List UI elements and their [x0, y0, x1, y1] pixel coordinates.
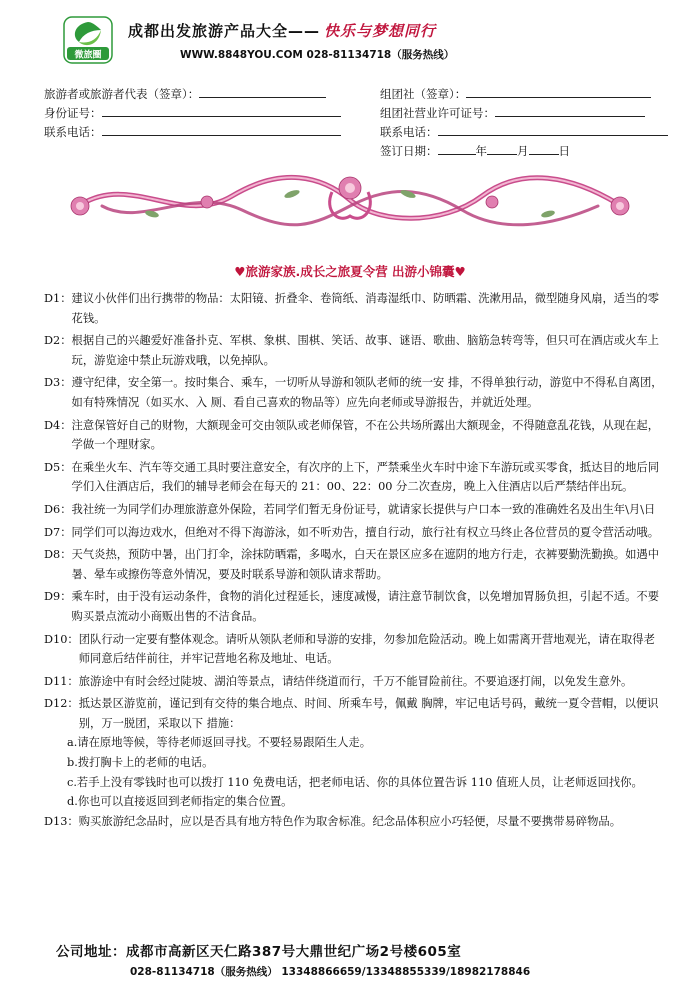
sig-date-year-blank [438, 143, 476, 155]
sig-traveler-label: 旅游者或旅游者代表（签章）： [44, 87, 200, 101]
item-code: D13： [44, 814, 79, 828]
sig-traveler [44, 86, 326, 102]
company-phones: 028-81134718（服务热线） 13348866659/13348855339/18982178846 [130, 966, 531, 978]
item-code: D1： [44, 292, 72, 305]
item-code: D5： [44, 460, 72, 474]
sig-id [44, 105, 341, 121]
item-text: 同学们可以海边戏水，但绝对不得下海游泳，如不听劝告，擅自行动，旅行社有权立马终止各位营员的夏令营活动哦。 [71, 525, 659, 539]
item-text: 在乘坐火车、汽车等交通工具时要注意安全，有次序的上下，严禁乘坐火车时中途下车游玩或买零食，抵达目的地后同学们入住酒店后，我们的辅导老师会在每天的 21：00、22：00 分二次查房，晚上入住酒店以后严禁结伴出玩。 [71, 460, 659, 494]
guide-item-d8 [44, 545, 664, 584]
sig-phone-left [44, 124, 341, 140]
item-text: 我社统一为同学们办理旅游意外保险，若同学们暂无身份证号，就请家长提供与户口本一致的准确姓名及出生年\月\日 [71, 502, 656, 516]
company-address: 公司地址：成都市高新区天仁路387号大鼎世纪广场2号楼605室 [56, 944, 462, 960]
item-text: 乘车时，由于没有运动条件，食物的消化过程延长，速度减慢，请注意节制饮食，以免增加胃肠负担，引起不适。不要购买景点流动小商贩出售的不洁食品。 [71, 590, 659, 623]
sig-date-day-blank [529, 143, 559, 155]
item-text: 天气炎热，预防中暑，出门打伞，涂抹防晒霜，多喝水，白天在景区应多在遮阴的地方行走，衣裤要勤洗勤换。如遇中暑、晕车或擦伤等意外情况，要及时联系导游和领队请求帮助。 [71, 548, 659, 581]
floral-ribbon-ornament [62, 166, 638, 236]
item-text: 旅游途中有时会经过陡坡、湖泊等景点，请结伴绕道而行，千万不能冒险前往。不要追逐打闹，以免发生意外。 [78, 674, 633, 688]
sig-id-label: 身份证号： [44, 106, 102, 120]
item-code: D2： [44, 334, 72, 348]
header-slogan: 快乐与梦想同行 [324, 22, 437, 40]
sig-agency-label: 组团社（签章）： [380, 87, 467, 101]
item-code: D10： [44, 632, 79, 646]
item-text: 购买旅游纪念品时，应以是否具有地方特色作为取舍标准。纪念品体积应小巧轻便，尽量不要携带易碎物品。 [78, 814, 621, 828]
guide-title: ♥旅游家族.成长之旅夏令营 出游小锦囊♥ [234, 264, 466, 279]
item-code: D3： [44, 376, 72, 390]
sig-agency [380, 86, 651, 102]
item-text: 团队行动一定要有整体观念。请听从领队老师和导游的安排，勿参加危险活动。晚上如需离开营地观光，请在取得老师同意后结伴前往，并牢记营地名称及地址、电话。 [78, 632, 655, 666]
guide-sub-item-b: b.拨打胸卡上的老师的电话。 [67, 756, 214, 770]
guide-sub-item-c: c.若手上没有零钱时也可以拨打 110 免费电话，把老师电话、你的具体位置告诉 110 值班人员，让老师返回找你。 [67, 775, 643, 789]
guide-item-d9 [44, 587, 664, 626]
guide-sub-item-d: d.你也可以直接返回到老师指定的集合位置。 [67, 795, 293, 809]
guide-items [44, 289, 664, 831]
guide-item-d12 [44, 694, 664, 733]
guide-item-d5 [44, 458, 664, 497]
item-code: D11： [44, 674, 79, 688]
page-footer [0, 940, 700, 990]
guide-item-d7 [44, 523, 664, 543]
sig-license-label: 组团社营业许可证号： [380, 106, 495, 120]
guide-item-d3 [44, 373, 664, 412]
logo-text: 微旅圈 [74, 50, 102, 61]
item-code: D6： [44, 502, 72, 516]
guide-item-d11 [44, 672, 664, 692]
guide-item-d6 [44, 500, 664, 520]
item-text: 根据自己的兴趣爱好准备扑克、军棋、象棋、围棋、笑话、故事、谜语、歌曲、脑筋急转弯等，但只可在酒店或火车上玩，游览途中禁止玩游戏哦，以免掉队。 [71, 334, 659, 367]
guide-item-d2 [44, 331, 664, 370]
sig-phone-left-line [102, 124, 341, 136]
sig-date-day: 日 [558, 144, 570, 158]
header-title [128, 20, 436, 41]
company-logo [63, 16, 113, 64]
item-code: D12： [44, 697, 79, 711]
guide-item-d13 [44, 812, 664, 832]
page-header [0, 0, 700, 80]
header-title-text: 成都出发旅游产品大全—— [128, 22, 321, 40]
guide-item-d10 [44, 630, 664, 669]
sig-date-label: 签订日期： [380, 144, 438, 158]
sig-phone-right-line [438, 124, 668, 136]
item-code: D7： [44, 525, 72, 539]
sig-phone-right-label: 联系电话： [380, 125, 438, 139]
guide-item-d4 [44, 416, 664, 455]
sig-license-line [495, 105, 645, 117]
item-code: D8： [44, 548, 72, 562]
sig-phone-left-label: 联系电话： [44, 125, 102, 139]
sig-date-month: 月 [517, 144, 529, 158]
item-text: 注意保管好自己的财物，大额现金可交由领队或老师保管，不在公共场所露出大额现金，不得随意乱花钱，从现在起，学做一个理财家。 [71, 418, 659, 452]
sig-id-line [102, 105, 341, 117]
sig-license [380, 105, 645, 121]
item-text: 抵达景区游览前，谨记到有交待的集合地点、时间、所乘车号，佩戴 胸牌，牢记电话号码，戴统一夏令营帽，以便识别，万一脱团，采取以下 措施： [78, 697, 659, 730]
item-code: D9： [44, 590, 72, 604]
guide-item-d1 [44, 289, 664, 328]
header-contact: WWW.8848YOU.COM 028-81134718（服务热线） [180, 49, 455, 61]
sig-traveler-line [199, 86, 326, 98]
item-text: 建议小伙伴们出行携带的物品：太阳镜、折叠伞、卷筒纸、消毒湿纸巾、防晒霜、洗漱用品，微型随身风扇，适当的零花钱。 [71, 292, 659, 325]
sig-agency-line [466, 86, 651, 98]
guide-sub-item-a: a.请在原地等候，等待老师返回寻找。不要轻易跟陌生人走。 [67, 736, 372, 750]
sig-date-year: 年 [475, 144, 487, 158]
item-code: D4： [44, 418, 72, 432]
sig-phone-right [380, 124, 668, 140]
sig-date [380, 143, 570, 159]
item-text: 遵守纪律，安全第一。按时集合、乘车，一切听从导游和领队老师的统一安 排，不得单独行动，游览中不得私自离团，如有特殊情况（如买水、入 厕、看自己喜欢的物品等）应先向老师或导游报告，并就近处理。 [71, 376, 663, 409]
sig-date-month-blank [487, 143, 517, 155]
